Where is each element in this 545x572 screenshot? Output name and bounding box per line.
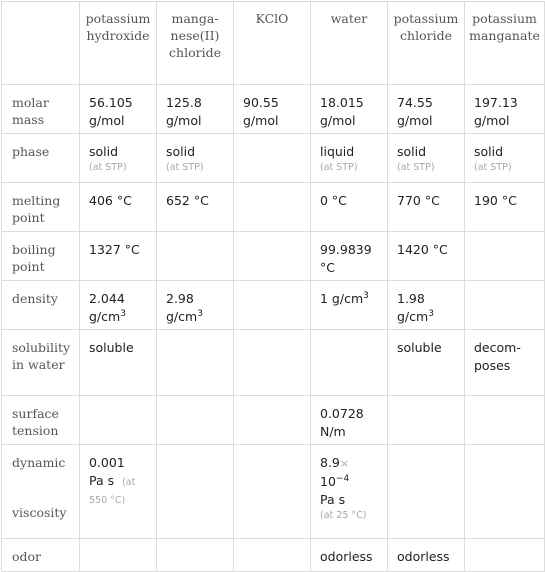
density-value: 1.98 g/cm [397, 291, 429, 324]
cell-density [388, 281, 465, 330]
cell-value [234, 330, 311, 396]
phase-note: (at STP) [474, 162, 512, 173]
cell-value: 0 °C [311, 183, 388, 232]
row-label-surface-tension: surface tension [2, 396, 80, 445]
cell-viscosity-koh [80, 445, 157, 539]
row-molar-mass [2, 85, 545, 134]
cell-value: soluble [388, 330, 465, 396]
density-value: 1 g/cm [320, 291, 364, 306]
viscosity-exponent: −4 [335, 473, 350, 484]
row-label-boiling-point: boiling point [2, 232, 80, 281]
cell-value: 0.0728 N/m [311, 396, 388, 445]
row-label-solubility: solubility in water [2, 330, 80, 396]
density-value: 2.044 g/cm [89, 291, 125, 324]
cell-value: odorless [311, 539, 388, 572]
cell-value [388, 396, 465, 445]
row-phase [2, 134, 545, 183]
cell-phase [465, 134, 545, 183]
cell-empty [465, 445, 545, 539]
cell-value [234, 396, 311, 445]
cell-value: 197.13 g/mol [465, 85, 545, 134]
cell-value [80, 539, 157, 572]
row-label-dynamic-viscosity [2, 445, 80, 539]
cell-value [157, 232, 234, 281]
phase-value: liquid [320, 144, 355, 159]
row-density [2, 281, 545, 330]
cell-value [311, 330, 388, 396]
phase-value: solid [89, 144, 119, 159]
viscosity-power-line [320, 473, 383, 491]
cell-value: odorless [388, 539, 465, 572]
phase-note: (at STP) [89, 162, 127, 173]
row-label-melting-point: melting point [2, 183, 80, 232]
cell-value: 652 °C [157, 183, 234, 232]
phase-note: (at STP) [320, 162, 358, 173]
cell-value: soluble [80, 330, 157, 396]
viscosity-unit-line [89, 472, 152, 508]
cell-phase [157, 134, 234, 183]
col-header-water: water [311, 2, 388, 85]
cell-value: 74.55 g/mol [388, 85, 465, 134]
cell-value [234, 183, 311, 232]
cell-value: 406 °C [80, 183, 157, 232]
cell-value: 1327 °C [80, 232, 157, 281]
cell-value: 99.9839 °C [311, 232, 388, 281]
phase-value: solid [474, 144, 504, 159]
cell-empty [234, 445, 311, 539]
cell-value [234, 539, 311, 572]
density-exponent: 3 [197, 308, 203, 319]
row-boiling-point [2, 232, 545, 281]
row-solubility [2, 330, 545, 396]
viscosity-unit: Pa s [320, 492, 346, 507]
cell-value [157, 330, 234, 396]
phase-value: solid [166, 144, 196, 159]
cell-value [465, 232, 545, 281]
cell-phase [388, 134, 465, 183]
cell-value: 18.015 g/mol [311, 85, 388, 134]
density-value: 2.98 g/cm [166, 291, 198, 324]
cell-value [234, 232, 311, 281]
cell-density [311, 281, 388, 330]
cell-density-empty [465, 281, 545, 330]
times-sign: × [339, 457, 350, 470]
cell-value: decomposes [465, 330, 545, 396]
cell-value [157, 539, 234, 572]
viscosity-unit: Pa s [89, 473, 115, 488]
cell-value: 770 °C [388, 183, 465, 232]
row-dynamic-viscosity [2, 445, 545, 539]
density-exponent: 3 [428, 308, 434, 319]
corner-cell [2, 2, 80, 85]
cell-value: 190 °C [465, 183, 545, 232]
density-exponent: 3 [120, 308, 126, 319]
cell-value [465, 396, 545, 445]
cell-phase-empty [234, 134, 311, 183]
cell-value: 56.105 g/mol [80, 85, 157, 134]
header-row [2, 2, 545, 85]
cell-empty [388, 445, 465, 539]
phase-note: (at STP) [397, 162, 435, 173]
col-header-potassium-manganate: potassium manganate [465, 2, 545, 85]
col-header-manganese-chloride: manganese(II) chloride [157, 2, 234, 85]
viscosity-mantissa: 8.9 [320, 455, 340, 470]
cell-density-empty [234, 281, 311, 330]
viscosity-base: 10 [320, 474, 336, 489]
cell-value: 125.8 g/mol [157, 85, 234, 134]
col-header-kclo: KClO [234, 2, 311, 85]
row-odor [2, 539, 545, 572]
properties-table [1, 1, 545, 572]
row-label-odor: odor [2, 539, 80, 572]
cell-density [80, 281, 157, 330]
row-melting-point [2, 183, 545, 232]
viscosity-note: (at 550 °C) [89, 477, 136, 506]
cell-phase [311, 134, 388, 183]
row-label-density: density [2, 281, 80, 330]
viscosity-note: (at 25 °C) [320, 510, 367, 521]
density-exponent: 3 [363, 290, 369, 301]
phase-note: (at STP) [166, 162, 204, 173]
phase-value: solid [397, 144, 427, 159]
cell-value: 1420 °C [388, 232, 465, 281]
col-header-potassium-hydroxide: potassium hydroxide [80, 2, 157, 85]
row-label-text: dynamic viscosity [12, 455, 67, 520]
cell-value [80, 396, 157, 445]
col-header-potassium-chloride: potassium chloride [388, 2, 465, 85]
cell-empty [157, 445, 234, 539]
row-label-phase: phase [2, 134, 80, 183]
viscosity-value: 0.001 [89, 455, 125, 470]
viscosity-mantissa-line [320, 454, 383, 473]
row-surface-tension [2, 396, 545, 445]
cell-value: 90.55 g/mol [234, 85, 311, 134]
cell-value [465, 539, 545, 572]
row-label-molar-mass: molar mass [2, 85, 80, 134]
cell-density [157, 281, 234, 330]
cell-phase [80, 134, 157, 183]
cell-value [157, 396, 234, 445]
cell-viscosity-water [311, 445, 388, 539]
